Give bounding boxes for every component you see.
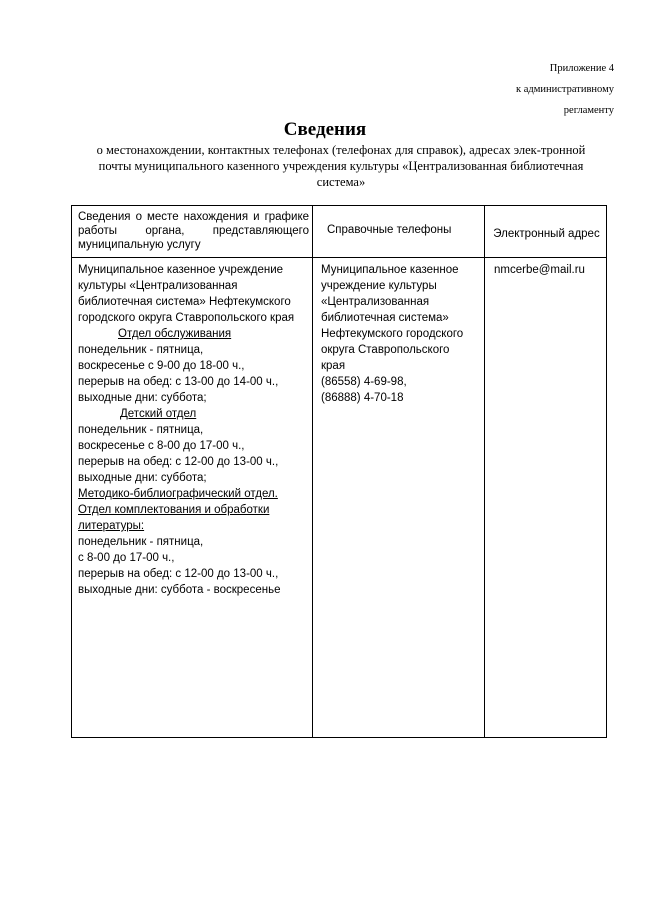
phone-line: учреждение культуры [321,280,437,292]
phone-line: библиотечная система» [321,312,449,324]
location-line: перерыв на обед: с 12-00 до 13-00 ч., [78,456,279,468]
table-header-row [72,206,607,258]
phone-line: (86888) 4-70-18 [321,392,404,404]
annex-line-3: регламенту [563,105,614,116]
phone-line: (86558) 4-69-98, [321,376,407,388]
header-location-line-3: муниципальную услугу [78,239,201,251]
header-location [72,206,313,258]
location-line: с 8-00 до 17-00 ч., [78,552,175,564]
location-line: выходные дни: суббота - воскресенье [78,584,281,596]
location-line: понедельник - пятница, [78,424,204,436]
email-address: nmcerbe@mail.ru [494,264,585,276]
phone-line: края [321,360,346,372]
department-heading: Детский отдел [120,408,197,420]
location-line: культуры «Централизованная [78,280,238,292]
location-line: перерыв на обед: с 13-00 до 14-00 ч., [78,376,279,388]
phone-line: округа Ставропольского [321,344,450,356]
location-line: городского округа Ставропольского края [78,312,295,324]
location-cell [72,258,313,738]
location-line: выходные дни: суббота; [78,472,207,484]
header-location-line-2: работы органа, представляющего [78,225,309,237]
header-phones: Справочные телефоны [313,206,485,258]
email-cell [485,258,607,738]
phone-line: Муниципальное казенное [321,264,459,276]
info-table [71,205,607,738]
location-line: воскресенье с 8-00 до 17-00 ч., [78,440,245,452]
department-heading: Методико-библиографический отдел. [78,488,278,500]
department-heading: Отдел обслуживания [118,328,232,340]
table-row [72,258,607,738]
location-line: выходные дни: суббота; [78,392,207,404]
location-line: воскресенье с 9-00 до 18-00 ч., [78,360,245,372]
annex-line-2: к административному [516,84,614,95]
phone-line: Нефтекумского городского [321,328,464,340]
document-subtitle: о местонахождении, контактных телефонах (телефонах для справок), адресах элек-тронной почты муниципального казенного учреждения культуры «Централизованная библиотечная система» [96,143,586,189]
header-email: Электронный адрес [485,206,607,258]
location-line: понедельник - пятница, [78,536,204,548]
annex-line-1: Приложение 4 [549,63,614,74]
annex-note [414,58,614,121]
department-heading: Отдел комплектования и обработки [78,504,270,516]
location-line: библиотечная система» Нефтекумского [78,296,291,308]
location-line: перерыв на обед: с 12-00 до 13-00 ч., [78,568,279,580]
phones-cell [313,258,485,738]
department-heading: литературы: [78,520,145,532]
location-line: понедельник - пятница, [78,344,204,356]
phone-line: «Централизованная [321,296,430,308]
location-line: Муниципальное казенное учреждение [78,264,284,276]
document-title: Сведения [283,119,367,140]
header-location-line-1: Сведения о месте нахождения и графике [78,211,309,223]
